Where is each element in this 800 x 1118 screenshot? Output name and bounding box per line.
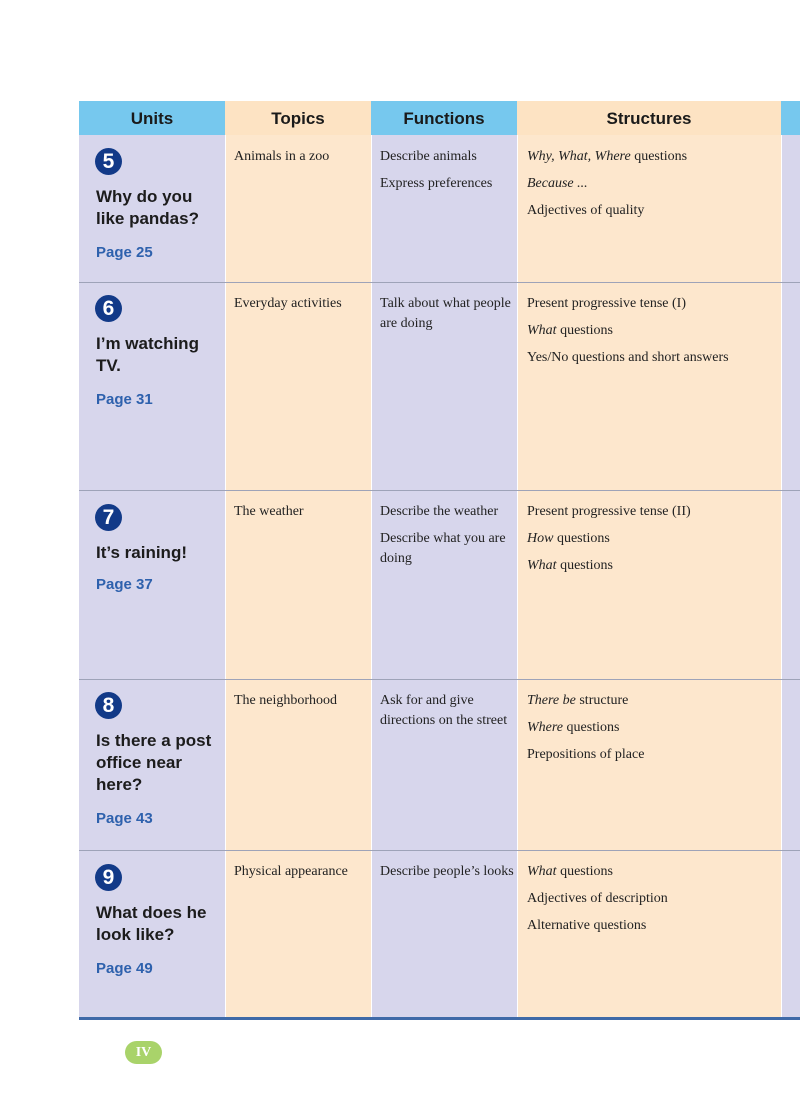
structure-item-text: Prepositions of place (527, 747, 645, 762)
structure-item (527, 502, 777, 522)
structure-item-text: Adjectives of quality (527, 203, 645, 218)
functions-cell-item: Describe what you are doing (380, 531, 506, 566)
topics-cell (234, 294, 364, 321)
structures-cell (527, 691, 777, 772)
topics-cell-item: The neighborhood (234, 693, 338, 708)
structure-item-emphasis: Why, What, Where (527, 149, 631, 164)
functions-cell (380, 502, 514, 576)
unit-page-link[interactable]: Page 25 (96, 244, 153, 261)
structure-item (527, 745, 777, 765)
functions-cell (380, 294, 514, 341)
structure-item-text: questions (563, 720, 620, 735)
unit-row-9 (79, 850, 800, 1017)
structure-item (527, 862, 777, 882)
functions-cell-item: Describe animals (380, 149, 477, 164)
structure-item (527, 718, 777, 738)
bottom-rule (79, 1017, 800, 1020)
structure-item-emphasis: What (527, 864, 557, 879)
structure-item-emphasis: Because ... (527, 176, 588, 191)
table-header (79, 101, 800, 135)
page-number-badge: IV (125, 1041, 162, 1064)
functions-cell (380, 691, 514, 738)
header-topics: Topics (225, 101, 371, 135)
unit-row-7 (79, 490, 800, 679)
header-functions: Functions (371, 101, 517, 135)
structure-item (527, 916, 777, 936)
topics-cell-item: Animals in a zoo (234, 149, 330, 164)
structure-item-text: Adjectives of description (527, 891, 668, 906)
topics-cell-item: The weather (234, 504, 304, 519)
structure-item (527, 201, 777, 221)
unit-title: Is there a post office near here? (96, 731, 212, 794)
topics-cell (234, 862, 364, 889)
header-edge (781, 101, 800, 135)
structure-item (527, 174, 777, 194)
unit-title: I’m watching TV. (96, 334, 199, 375)
structure-item-text: questions (556, 558, 613, 573)
functions-cell (380, 862, 514, 889)
header-units: Units (79, 101, 225, 135)
topics-cell (234, 147, 364, 174)
structure-item-emphasis: Where (527, 720, 564, 735)
contents-table (79, 101, 800, 1020)
unit-number-badge: 5 (95, 148, 122, 175)
structure-item (527, 294, 777, 314)
functions-cell (380, 147, 514, 201)
structure-item-text: questions (553, 531, 610, 546)
unit-page-link[interactable]: Page 31 (96, 391, 153, 408)
structure-item (527, 691, 777, 711)
structure-item-emphasis: How (527, 531, 554, 546)
structure-item-text: questions (556, 323, 613, 338)
structure-item-text: Yes/No questions and short answers (527, 350, 729, 365)
functions-cell-item: Talk about what people are doing (380, 296, 511, 331)
structures-cell (527, 147, 777, 228)
structure-item (527, 889, 777, 909)
structure-item-text: Present progressive tense (II) (527, 504, 691, 519)
structure-item-emphasis: There be (527, 693, 576, 708)
unit-number-badge: 9 (95, 864, 122, 891)
unit-title: What does he look like? (96, 903, 207, 944)
functions-cell-item: Ask for and give directions on the street (380, 693, 508, 728)
topics-cell (234, 502, 364, 529)
structures-cell (527, 294, 777, 375)
structure-item-text: Alternative questions (527, 918, 647, 933)
topics-cell-item: Physical appearance (234, 864, 348, 879)
structure-item (527, 348, 777, 368)
structures-cell (527, 862, 777, 943)
structure-item-text: questions (630, 149, 688, 164)
unit-page-link[interactable]: Page 43 (96, 810, 153, 827)
topics-cell-item: Everyday activities (234, 296, 342, 311)
functions-cell-item: Describe people’s looks (380, 864, 514, 879)
unit-number-badge: 8 (95, 692, 122, 719)
structure-item-text: Present progressive tense (I) (527, 296, 687, 311)
structure-item (527, 529, 777, 549)
structures-cell (527, 502, 777, 583)
unit-row-8 (79, 679, 800, 850)
unit-title: Why do you like pandas? (96, 187, 199, 228)
functions-cell-item: Describe the weather (380, 504, 499, 519)
structure-item-text: questions (556, 864, 613, 879)
unit-page-link[interactable]: Page 37 (96, 576, 153, 593)
structure-item (527, 147, 777, 167)
structure-item-text: structure (575, 693, 629, 708)
structure-item (527, 556, 777, 576)
unit-number-badge: 7 (95, 504, 122, 531)
structure-item-emphasis: What (527, 558, 557, 573)
structure-item-emphasis: What (527, 323, 557, 338)
header-structures: Structures (517, 101, 781, 135)
unit-row-5 (79, 135, 800, 282)
functions-cell-item: Express preferences (380, 176, 493, 191)
unit-page-link[interactable]: Page 49 (96, 960, 153, 977)
unit-row-6 (79, 282, 800, 490)
unit-title: It’s raining! (96, 543, 187, 562)
structure-item (527, 321, 777, 341)
unit-number-badge: 6 (95, 295, 122, 322)
topics-cell (234, 691, 364, 718)
